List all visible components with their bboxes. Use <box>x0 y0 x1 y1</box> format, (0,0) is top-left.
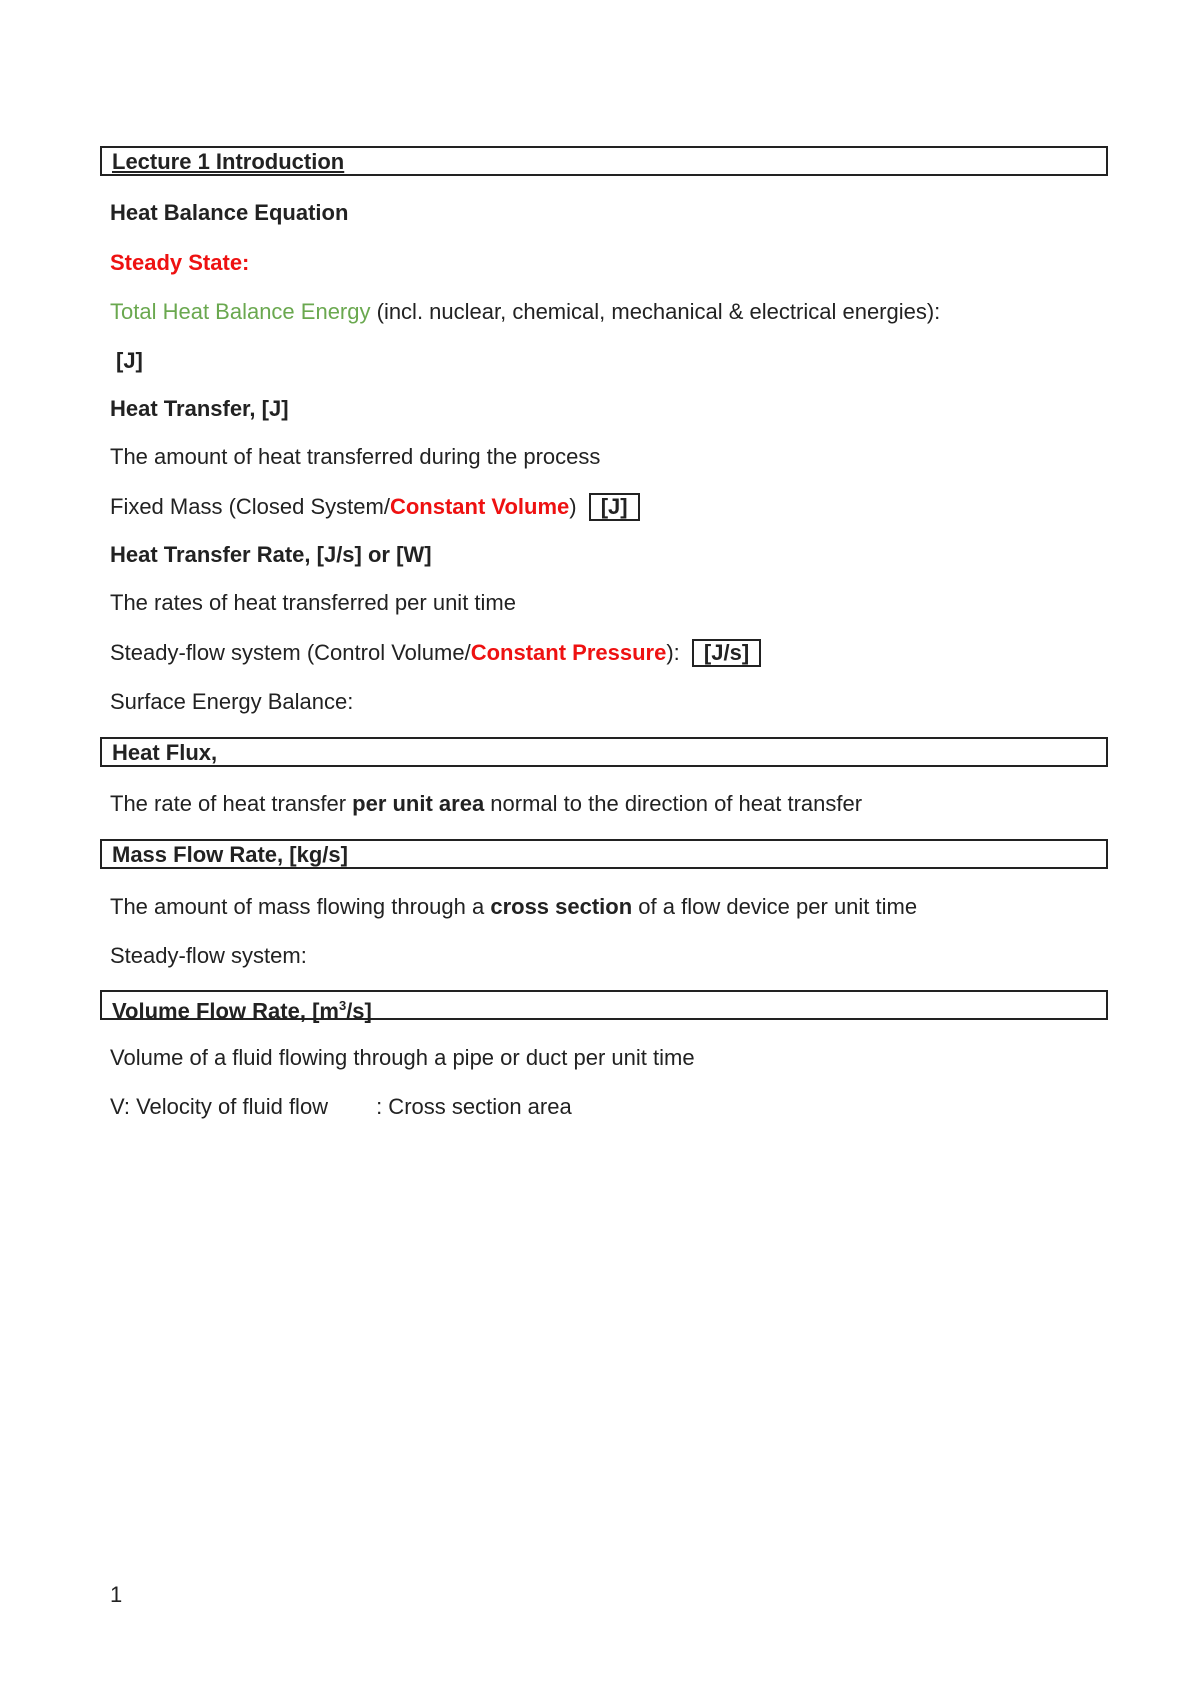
heat-transfer-heading: Heat Transfer, [J] <box>110 396 289 421</box>
mass-flow-desc-suffix: of a flow device per unit time <box>632 894 918 919</box>
fixed-mass-unit-box: [J] <box>589 493 640 521</box>
constant-pressure-label: Constant Pressure <box>470 640 667 665</box>
heat-flux-desc-prefix: The rate of heat transfer <box>110 791 353 816</box>
heat-transfer-rate-desc: The rates of heat transferred per unit time <box>110 590 516 615</box>
heat-transfer-desc: The amount of heat transferred during the process <box>110 444 601 469</box>
volume-flow-box <box>100 990 1108 1024</box>
heat-flux-heading: Heat Flux, <box>112 740 218 765</box>
fixed-mass-suffix: ) <box>569 494 577 519</box>
fixed-mass-line <box>110 493 640 521</box>
total-energy-label: Total Heat Balance Energy <box>110 299 371 324</box>
heat-transfer-rate-heading: Heat Transfer Rate, [J/s] or [W] <box>110 542 432 567</box>
steady-flow-line <box>110 639 761 667</box>
mass-flow-box <box>100 839 1108 869</box>
steady-state-label: Steady State: <box>110 250 250 275</box>
constant-volume-label: Constant Volume <box>389 494 570 519</box>
mass-flow-desc-bold: cross section <box>490 894 633 919</box>
steady-flow-suffix: ): <box>666 640 680 665</box>
page-number: 1 <box>110 1582 123 1607</box>
total-energy-line <box>110 298 940 326</box>
mass-flow-desc <box>110 893 917 921</box>
velocity-area-line <box>110 1093 572 1121</box>
area-label: : Cross section area <box>376 1094 572 1119</box>
heat-flux-box <box>100 737 1108 767</box>
total-energy-desc: (incl. nuclear, chemical, mechanical & electrical energies): <box>370 299 941 324</box>
volume-flow-heading <box>112 992 372 1024</box>
mass-flow-desc-prefix: The amount of mass flowing through a <box>110 894 491 919</box>
volume-flow-heading-suffix: /s] <box>346 998 372 1024</box>
heat-flux-desc-bold: per unit area <box>352 791 485 816</box>
fixed-mass-prefix: Fixed Mass (Closed System/ <box>110 494 390 519</box>
heat-balance-unit: [J] <box>116 348 143 373</box>
steady-flow-prefix: Steady-flow system (Control Volume/ <box>110 640 471 665</box>
velocity-label: V: Velocity of fluid flow <box>110 1094 329 1119</box>
surface-energy-balance: Surface Energy Balance: <box>110 689 354 714</box>
mass-flow-heading: Mass Flow Rate, [kg/s] <box>112 842 348 867</box>
heat-flux-desc-suffix: normal to the direction of heat transfer <box>484 791 863 816</box>
heat-balance-heading: Heat Balance Equation <box>110 200 349 225</box>
heat-flux-desc <box>110 790 862 818</box>
volume-flow-heading-sup: 3 <box>338 998 347 1013</box>
steady-flow-unit-box: [J/s] <box>692 639 761 667</box>
lecture-title-box <box>100 146 1108 176</box>
mass-flow-steady: Steady-flow system: <box>110 943 307 968</box>
volume-flow-desc: Volume of a fluid flowing through a pipe or duct per unit time <box>110 1045 695 1070</box>
volume-flow-heading-prefix: Volume Flow Rate, [m <box>112 998 339 1024</box>
lecture-title: Lecture 1 Introduction <box>112 149 345 174</box>
